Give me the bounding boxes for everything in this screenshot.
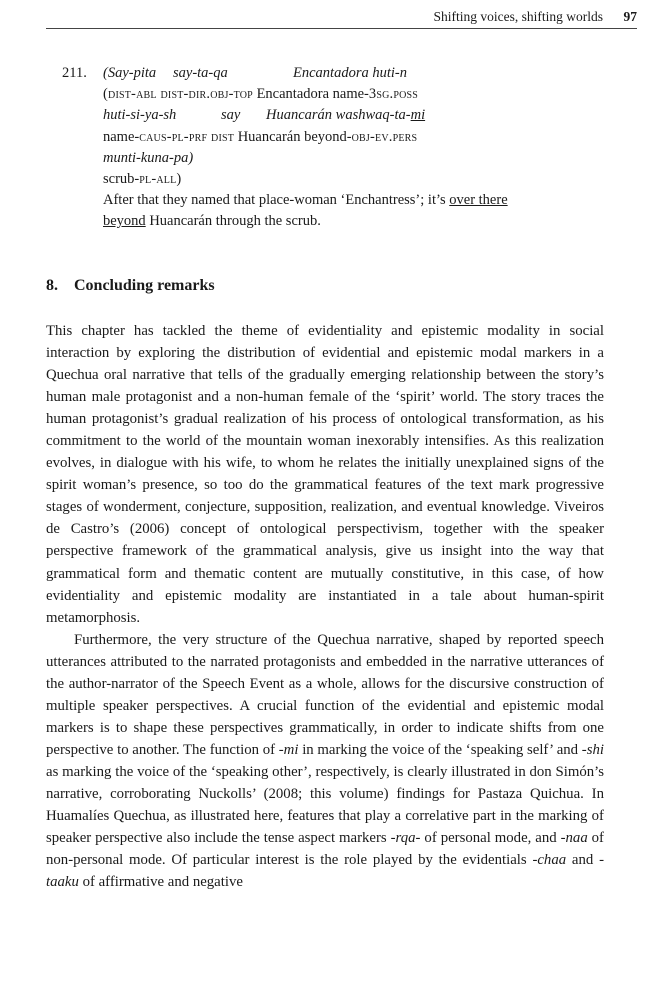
example-word-encantadora: Encantadora huti-n — [293, 65, 407, 81]
running-header — [46, 6, 637, 29]
example-gloss-poss: 3sg.poss — [368, 86, 419, 103]
section-number: 8. — [46, 277, 58, 294]
body-text — [46, 320, 604, 893]
translation-underlined-2: beyond — [103, 213, 146, 230]
example-word-muntikunapa: munti-kuna-pa) — [103, 149, 194, 166]
example-gloss-name2: name- — [103, 128, 140, 145]
p2-text-6: and — [566, 852, 600, 869]
p2-term-mi: -mi — [278, 741, 299, 758]
section-heading — [46, 277, 215, 295]
example-word-saypita: (Say-pita — [103, 65, 157, 81]
example-line-6 — [103, 169, 618, 190]
example-gloss-pl-all: pl-all — [139, 170, 177, 187]
example-translation-1 — [103, 190, 618, 211]
example-line-3 — [103, 105, 618, 126]
example-body — [103, 63, 618, 233]
example-line-1 — [103, 63, 618, 84]
p2-term-shi: -shi — [581, 741, 604, 758]
p2-text-7: of affirmative and negative — [78, 874, 243, 891]
p2-text-4: of personal mode, and — [420, 830, 561, 847]
translation-underlined-1: over there — [449, 192, 508, 209]
paragraph-1: This chapter has tackled the theme of evidentiality and epistemic modality in social interaction by exploring the distribution of evidential and epistemic modal markers in a Quechua oral narrative that tells of the gradually emerging relationship between the story’s human male protagonist and a non-human female of the ‘spirit’ world. The story traces the human protagonist’s gradual realization of his process of ontological transformation, as his commitment to the world of the mountain woman inexorably intensifies. As this realization evolves, in dialogue with his wife, to whom he relates the initially unexplained signs of the spirit woman’s presence, so too do the grammatical features of the text mark progressive stages of wonderment, conjecture, supposition, realization, and eventual knowledge. Viveiros de Castro’s (2006) concept of ontological perspectivism, together with the speaker perspective framework of the grammatical analysis, give us insight into the way that grammatical form and thematic content are mutually constitutive, in this case, of how evidentiality and epistemic modality are instantiated in a tale about human-spirit metamorphosis. — [46, 323, 604, 626]
section-title: Concluding remarks — [74, 277, 215, 294]
p2-text-1: Furthermore, the very structure of the Quechua narrative, shaped by reported speech utterances attributed to the narrated protagonists and embedded in the narrative utterances of the author-narrator of the Speech Event as a whole, allows for the discursive construction of multiple speaker perspectives. A crucial function of the evidential and epistemic modal markers is to shape these perspectives grammatically, in order to indicate shifts from one perspective to another. The function of — [46, 631, 604, 758]
example-word-saytaqa: say-ta-qa — [173, 65, 228, 81]
example-translation-2 — [103, 211, 618, 232]
example-gloss-obj: obj-ev.pers — [351, 128, 418, 145]
paragraph-2 — [46, 629, 604, 894]
p2-term-chaa: -chaa — [532, 852, 567, 869]
p2-term-taaku: -taaku — [46, 852, 605, 891]
p2-text-5: of non-personal mode. Of particular interest is the role played by the evidentials — [46, 830, 604, 869]
example-word-mi: mi — [410, 107, 426, 124]
p2-text-2: in marking the voice of the ‘speaking self’ and — [298, 741, 582, 758]
running-title: Shifting voices, shifting worlds — [433, 9, 603, 24]
translation-text-2: Huancarán through the scrub. — [145, 213, 321, 230]
example-word-hutisiyash: huti-si-ya-sh — [103, 107, 177, 124]
example-word-say: say — [221, 107, 241, 124]
example-gloss-huancaran: Huancarán beyond- — [234, 128, 352, 145]
p2-term-naa: -naa — [560, 830, 588, 847]
example-word-huancaran: Huancarán washwaq-ta- — [266, 107, 411, 124]
translation-text-1: After that they named that place-woman ‘Enchantress’; it’s — [103, 192, 450, 209]
example-number: 211. — [62, 65, 87, 81]
page-number: 97 — [623, 9, 637, 24]
example-gloss-paren: ) — [176, 170, 182, 187]
example-line-2 — [103, 84, 618, 105]
example-gloss-name: Encantadora name- — [252, 86, 369, 103]
example-line-4 — [103, 127, 618, 148]
example-gloss-caus: caus-pl-prf dist — [139, 128, 235, 145]
example-gloss-scrub: scrub- — [103, 170, 140, 187]
p2-term-rqa: -rqa- — [390, 830, 421, 847]
example-line-5 — [103, 148, 618, 169]
example-gloss-dist: (dist-abl dist-dir.obj-top — [103, 86, 253, 103]
p2-text-3: as marking the voice of the ‘speaking other’, respectively, is clearly illustrated in don Simón’s narrative, corroborating Nuckolls’ (2008; this volume) findings for Pastaza Quichua. In Huamalíes Quechua, as illustrated here, features that play a correlative part in the marking of speaker perspective also include the tense aspect markers — [46, 763, 604, 847]
